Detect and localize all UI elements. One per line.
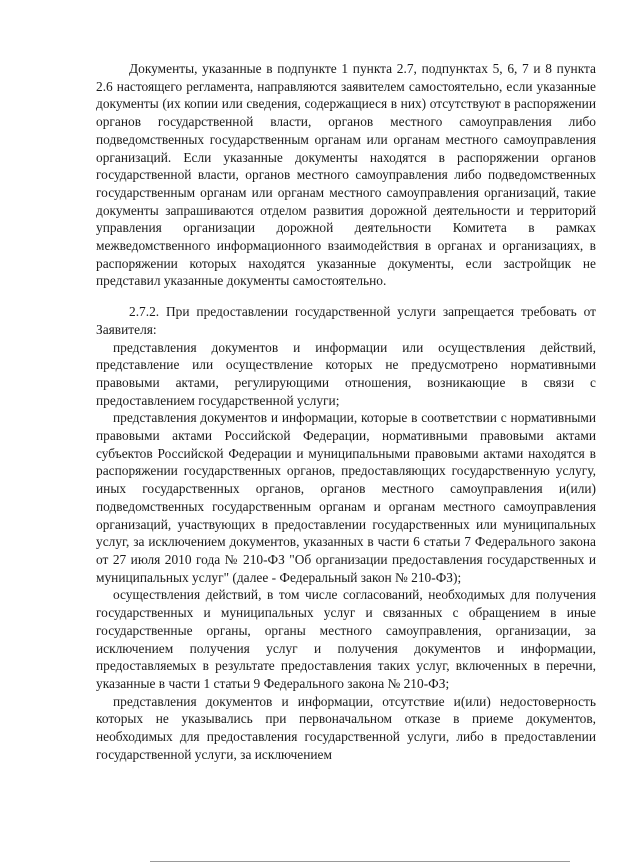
paragraph-prohibition-1: представления документов и информации или осуществления действий, представление или осуществление которых не предусмотрено нормативными правовыми актами, регулирующими отношения, возникающие в связи с предоставлением государственной услуги; [96, 339, 596, 408]
paragraph-documents-submission: Документы, указанные в подпункте 1 пункта 2.7, подпунктах 5, 6, 7 и 8 пункта 2.6 настоящего регламента, направляются заявителем самостоятельно, если указанные документы (их копии или сведения, содержащиеся в них) отсутствуют в распоряжении органов государственной власти, органов местного самоуправления либо подведомственных государственным органам или органам местного самоуправления организаций. Если указанные документы находятся в распоряжении органов государственной власти, органов местного самоуправления либо подведомственных государственным органам или органам местного самоуправления организаций, такие документы запрашиваются отделом развития дорожной деятельности и территорий управления организации дорожной деятельности Комитета в рамках межведомственного информационного взаимодействия в органах и организациях, в распоряжении которых находятся указанные документы, если застройщик не представил указанные документы самостоятельно. [96, 61, 596, 289]
scan-edge-line [150, 861, 570, 862]
paragraph-prohibition-2: представления документов и информации, которые в соответствии с нормативными правовыми актами Российской Федерации, нормативными правовыми актами субъектов Российской Федерации и муниципальными правовыми актами находятся в распоряжении государственных органов, предоставляющих государственную услугу, иных государственных органов, органов местного самоуправления и(или) подведомственных государственным органам и органам местного самоуправления организаций, участвующих в предоставлении государственных или муниципальных услуг, за исключением документов, указанных в части 6 статьи 7 Федерального закона от 27 июля 2010 года № 210-ФЗ "Об организации предоставления государственных и муниципальных услуг" (далее - Федеральный закон № 210-ФЗ); [96, 410, 596, 585]
paragraph-prohibition-4: представления документов и информации, отсутствие и(или) недостоверность которых не указывались при первоначальном отказе в приеме документов, необходимых для предоставления государственной услуги, либо в предоставлении государственной услуги, за исключением [96, 693, 596, 762]
paragraph-prohibition-3: осуществления действий, в том числе согласований, необходимых для получения государственных и муниципальных услуг и связанных с обращением в иные государственные органы, органы местного самоуправления, организации, за исключением получения услуг и получения документов и информации, предоставляемых в результате предоставления таких услуг, включенных в перечни, указанные в части 1 статьи 9 Федерального закона № 210-ФЗ; [96, 587, 596, 691]
document-page [96, 60, 596, 763]
paragraph-2-7-2-heading: 2.7.2. При предоставлении государственной услуги запрещается требовать от Заявителя: [96, 304, 596, 337]
